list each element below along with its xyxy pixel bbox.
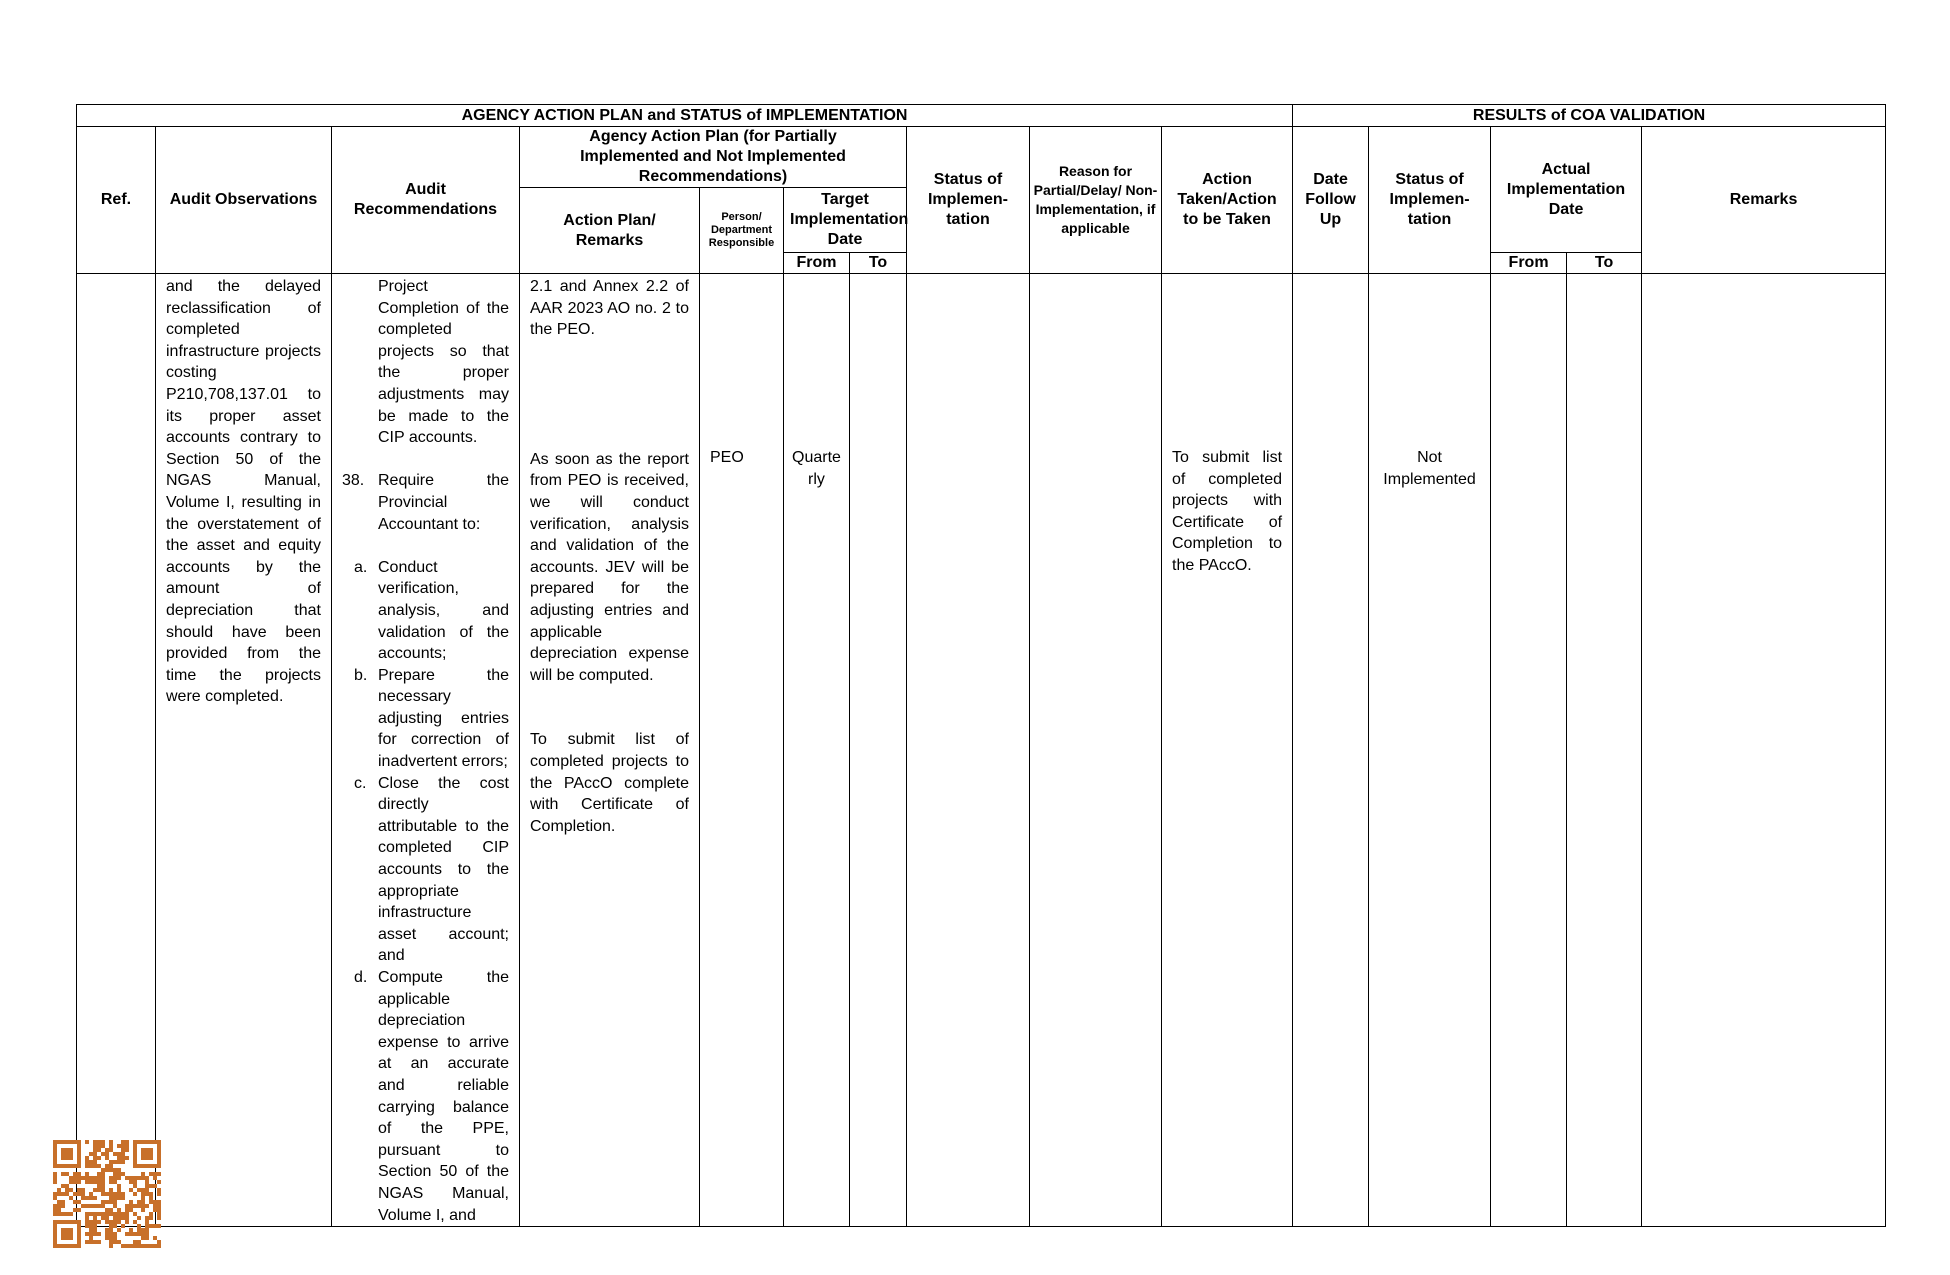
reason-header: Reason for Partial/Delay/ Non-Implementation, if applicable xyxy=(1030,127,1162,274)
target-to-header: To xyxy=(850,253,907,274)
action-plan-table-wrapper xyxy=(76,104,1886,1227)
rec-item: a. Conduct verification, analysis, and validation of the accounts; xyxy=(354,558,509,663)
action-plan-text-1: 2.1 and Annex 2.2 of AAR 2023 AO no. 2 to the PEO. xyxy=(530,278,689,339)
coa-to-cell xyxy=(1567,274,1642,1227)
action-plan-cell xyxy=(520,274,700,1227)
date-follow-up-header: Date Follow Up xyxy=(1293,127,1369,274)
ref-cell xyxy=(77,274,156,1227)
coa-status-text: Not Implemented xyxy=(1383,449,1476,488)
action-taken-cell xyxy=(1162,274,1293,1227)
action-plan-text-3: To submit list of completed projects to the PAccO complete with Certificate of Completion. xyxy=(530,731,689,835)
agency-title: AGENCY ACTION PLAN and STATUS of IMPLEMENTATION xyxy=(77,105,1293,127)
target-to-cell xyxy=(850,274,907,1227)
status-cell xyxy=(907,274,1030,1227)
coa-title: RESULTS of COA VALIDATION xyxy=(1293,105,1886,127)
audit-observations-header: Audit Observations xyxy=(156,127,332,274)
person-text: PEO xyxy=(710,449,744,466)
rec-intro: Require the Provincial Accountant to: xyxy=(378,472,509,533)
person-cell xyxy=(700,274,784,1227)
observation-text: and the delayed reclassification of completed infrastructure projects costing P210,708,137.01 to its proper asset accounts contrary to Section 50 of the NGAS Manual, Volume I, resulting in the overstatement of the asset and equity accounts by the amount of depreciation that should have been provided from the time the projects were completed. xyxy=(166,278,321,706)
table-row xyxy=(77,274,1886,1227)
action-taken-text: To submit list of completed projects with Certificate of Completion to the PAccO. xyxy=(1172,449,1283,574)
coa-status-header: Status of Implemen-tation xyxy=(1369,127,1491,274)
rec-item-a-text: Conduct verification, analysis, and validation of the accounts; xyxy=(378,558,509,663)
remarks-cell xyxy=(1642,274,1886,1227)
coa-status-cell xyxy=(1369,274,1491,1227)
action-taken-header: Action Taken/Action to be Taken xyxy=(1162,127,1293,274)
qr-code-icon xyxy=(53,1140,161,1248)
action-plan-table xyxy=(76,104,1886,1227)
qr-code-graphic xyxy=(53,1140,161,1248)
coa-from-header: From xyxy=(1491,253,1567,274)
target-from-header: From xyxy=(784,253,850,274)
rec-item-b-text: Prepare the necessary adjusting entries for correction of inadvertent errors; xyxy=(378,666,509,771)
recommendation-cell xyxy=(332,274,520,1227)
date-follow-up-cell xyxy=(1293,274,1369,1227)
reason-cell xyxy=(1030,274,1162,1227)
audit-recommendations-header: Audit Recommendations xyxy=(332,127,520,274)
rec-number: 38. xyxy=(342,472,365,490)
person-responsible-header: Person/ Department Responsible xyxy=(700,188,784,274)
coa-to-header: To xyxy=(1567,253,1642,274)
rec-item-c-text: Close the cost directly attributable to the completed CIP accounts to the appropriate infrastructure asset account; and xyxy=(378,774,509,965)
ref-header: Ref. xyxy=(77,127,156,274)
target-from-cell xyxy=(784,274,850,1227)
actual-date-header: Actual Implementation Date xyxy=(1491,127,1642,253)
action-plan-text-2: As soon as the report from PEO is received, we will conduct verification, analysis and validation of the accounts. JEV will be prepared for the adjusting entries and applicable depreciation expense will be computed. xyxy=(530,450,689,684)
remarks-header: Remarks xyxy=(1642,127,1886,274)
rec-item-d-text: Compute the applicable depreciation expense to arrive at an accurate and reliable carrying balance of the PPE, pursuant to Section 50 of the NGAS Manual, Volume I, and xyxy=(378,969,509,1224)
target-date-header: Target Implementation Date xyxy=(784,188,907,253)
action-plan-header: Action Plan/ Remarks xyxy=(520,188,700,274)
coa-from-cell xyxy=(1491,274,1567,1227)
rec-item: c. Close the cost directly attributable to the completed CIP accounts to the appropriate infrastructure asset account; and xyxy=(354,774,509,965)
rec-item: d. Compute the applicable depreciation expense to arrive at an accurate and reliable carrying balance of the PPE, pursuant to Section 50 of the NGAS Manual, Volume I, and xyxy=(354,969,509,1224)
agency-plan-header: Agency Action Plan (for Partially Implemented and Not Implemented Recommendations) xyxy=(520,127,907,188)
target-from-text: Quarterly xyxy=(792,449,841,488)
observation-cell xyxy=(156,274,332,1227)
rec-item: b. Prepare the necessary adjusting entries for correction of inadvertent errors; xyxy=(354,666,509,771)
status-header: Status of Implemen-tation xyxy=(907,127,1030,274)
rec-continuation: Project Completion of the completed projects so that the proper adjustments may be made to the CIP accounts. xyxy=(378,278,509,447)
